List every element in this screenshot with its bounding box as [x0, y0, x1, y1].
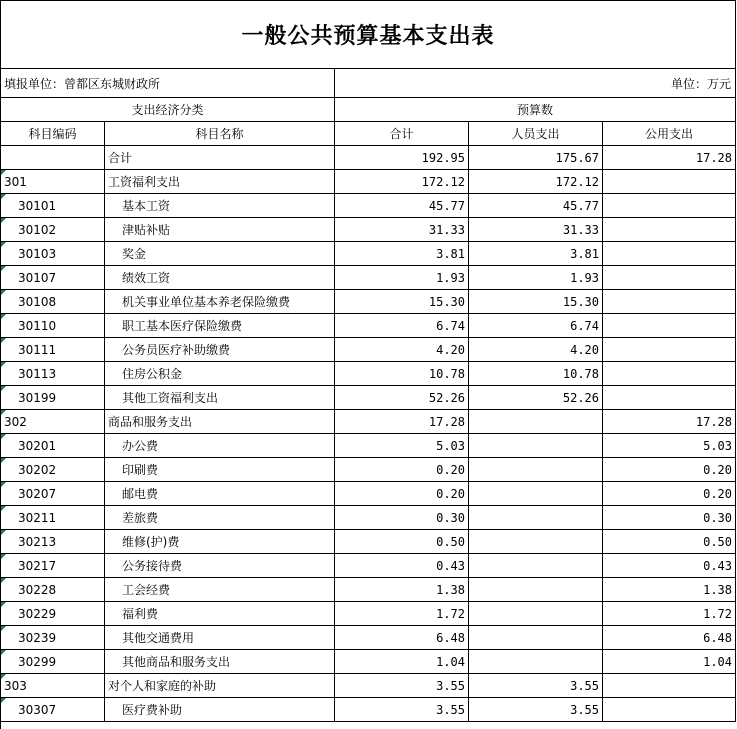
table-row [1, 194, 736, 218]
row-name: 福利费 [105, 602, 335, 625]
row-public: 0.50 [603, 530, 736, 553]
row-personnel [469, 554, 603, 577]
row-total: 10.78 [335, 362, 469, 385]
row-public [603, 218, 736, 241]
table-row [1, 554, 736, 578]
row-personnel: 3.55 [469, 674, 603, 697]
row-total: 15.30 [335, 290, 469, 313]
table-row [1, 650, 736, 674]
row-public [603, 170, 736, 193]
row-personnel: 3.81 [469, 242, 603, 265]
table-row [1, 146, 736, 170]
row-code: 30101 [1, 194, 105, 217]
row-public: 17.28 [603, 410, 736, 433]
row-total: 31.33 [335, 218, 469, 241]
row-name: 维修(护)费 [105, 530, 335, 553]
row-code: 302 [1, 410, 105, 433]
row-public: 1.72 [603, 602, 736, 625]
table-row [1, 530, 736, 554]
row-name: 邮电费 [105, 482, 335, 505]
table-row [1, 290, 736, 314]
row-code: 30211 [1, 506, 105, 529]
row-total: 3.55 [335, 698, 469, 721]
row-code: 30113 [1, 362, 105, 385]
table-body [1, 146, 736, 722]
row-total: 6.74 [335, 314, 469, 337]
row-code: 301 [1, 170, 105, 193]
row-total: 1.38 [335, 578, 469, 601]
row-public: 1.38 [603, 578, 736, 601]
table-row [1, 242, 736, 266]
row-personnel [469, 626, 603, 649]
row-name: 合计 [105, 146, 335, 169]
row-public: 1.04 [603, 650, 736, 673]
row-personnel: 6.74 [469, 314, 603, 337]
column-header-personnel: 人员支出 [469, 122, 603, 145]
row-code: 30229 [1, 602, 105, 625]
row-name: 差旅费 [105, 506, 335, 529]
budget-header: 预算数 [335, 98, 736, 121]
row-public [603, 266, 736, 289]
row-personnel [469, 482, 603, 505]
row-code: 30199 [1, 386, 105, 409]
row-name: 津贴补贴 [105, 218, 335, 241]
row-code: 30111 [1, 338, 105, 361]
row-code: 30107 [1, 266, 105, 289]
row-code: 30108 [1, 290, 105, 313]
row-name: 公务员医疗补助缴费 [105, 338, 335, 361]
row-code: 30228 [1, 578, 105, 601]
page-title: 一般公共预算基本支出表 [1, 1, 736, 69]
row-public: 0.20 [603, 482, 736, 505]
row-personnel [469, 434, 603, 457]
row-code: 30239 [1, 626, 105, 649]
row-public [603, 314, 736, 337]
row-code: 30207 [1, 482, 105, 505]
row-code: 30213 [1, 530, 105, 553]
filler-unit: 填报单位：曾都区东城财政所 [1, 69, 335, 97]
row-name: 机关事业单位基本养老保险缴费 [105, 290, 335, 313]
row-code: 303 [1, 674, 105, 697]
row-total: 45.77 [335, 194, 469, 217]
row-public [603, 698, 736, 721]
row-name: 绩效工资 [105, 266, 335, 289]
row-personnel: 52.26 [469, 386, 603, 409]
row-name: 公务接待费 [105, 554, 335, 577]
row-public [603, 290, 736, 313]
row-total: 1.93 [335, 266, 469, 289]
row-total: 6.48 [335, 626, 469, 649]
row-code: 30102 [1, 218, 105, 241]
table-row [1, 218, 736, 242]
row-public: 0.20 [603, 458, 736, 481]
row-total: 52.26 [335, 386, 469, 409]
column-header-code: 科目编码 [1, 122, 105, 145]
row-code: 30110 [1, 314, 105, 337]
row-public: 0.43 [603, 554, 736, 577]
row-personnel [469, 410, 603, 433]
row-name: 工资福利支出 [105, 170, 335, 193]
table-row [1, 458, 736, 482]
table-row [1, 266, 736, 290]
row-public: 0.30 [603, 506, 736, 529]
row-name: 基本工资 [105, 194, 335, 217]
row-public [603, 338, 736, 361]
table-row [1, 626, 736, 650]
row-code [1, 146, 105, 169]
row-code: 30217 [1, 554, 105, 577]
row-total: 3.81 [335, 242, 469, 265]
row-personnel: 1.93 [469, 266, 603, 289]
row-code: 30307 [1, 698, 105, 721]
row-total: 17.28 [335, 410, 469, 433]
row-personnel: 4.20 [469, 338, 603, 361]
row-name: 工会经费 [105, 578, 335, 601]
row-name: 其他工资福利支出 [105, 386, 335, 409]
row-personnel: 31.33 [469, 218, 603, 241]
row-total: 1.72 [335, 602, 469, 625]
row-personnel [469, 578, 603, 601]
row-personnel [469, 530, 603, 553]
row-name: 商品和服务支出 [105, 410, 335, 433]
row-public [603, 194, 736, 217]
row-personnel: 15.30 [469, 290, 603, 313]
column-header-name: 科目名称 [105, 122, 335, 145]
row-public [603, 362, 736, 385]
row-public [603, 386, 736, 409]
table-row [1, 362, 736, 386]
row-name: 其他交通费用 [105, 626, 335, 649]
row-total: 3.55 [335, 674, 469, 697]
row-personnel: 45.77 [469, 194, 603, 217]
table-row [1, 674, 736, 698]
row-code: 30299 [1, 650, 105, 673]
row-public [603, 242, 736, 265]
row-name: 住房公积金 [105, 362, 335, 385]
row-name: 奖金 [105, 242, 335, 265]
money-unit: 单位：万元 [335, 69, 736, 97]
row-personnel: 175.67 [469, 146, 603, 169]
row-public: 17.28 [603, 146, 736, 169]
unit-info-row [1, 69, 736, 98]
row-name: 办公费 [105, 434, 335, 457]
row-name: 其他商品和服务支出 [105, 650, 335, 673]
row-personnel [469, 602, 603, 625]
row-total: 0.20 [335, 482, 469, 505]
column-header-public: 公用支出 [603, 122, 736, 145]
row-public [603, 674, 736, 697]
row-total: 0.20 [335, 458, 469, 481]
row-total: 1.04 [335, 650, 469, 673]
row-code: 30202 [1, 458, 105, 481]
row-name: 印刷费 [105, 458, 335, 481]
row-total: 0.30 [335, 506, 469, 529]
table-row [1, 578, 736, 602]
row-name: 职工基本医疗保险缴费 [105, 314, 335, 337]
row-personnel [469, 650, 603, 673]
table-row [1, 338, 736, 362]
row-code: 30201 [1, 434, 105, 457]
table-row [1, 698, 736, 722]
row-name: 对个人和家庭的补助 [105, 674, 335, 697]
table-row [1, 506, 736, 530]
row-total: 172.12 [335, 170, 469, 193]
row-personnel: 10.78 [469, 362, 603, 385]
row-name: 医疗费补助 [105, 698, 335, 721]
row-total: 192.95 [335, 146, 469, 169]
column-header-total: 合计 [335, 122, 469, 145]
row-personnel [469, 506, 603, 529]
table-row [1, 410, 736, 434]
row-total: 0.43 [335, 554, 469, 577]
row-personnel [469, 458, 603, 481]
table-row [1, 386, 736, 410]
row-public: 5.03 [603, 434, 736, 457]
row-public: 6.48 [603, 626, 736, 649]
table-row [1, 482, 736, 506]
table-row [1, 602, 736, 626]
row-code: 30103 [1, 242, 105, 265]
row-total: 0.50 [335, 530, 469, 553]
economic-class-header: 支出经济分类 [1, 98, 335, 121]
row-personnel: 172.12 [469, 170, 603, 193]
column-header-row [1, 122, 736, 146]
row-personnel: 3.55 [469, 698, 603, 721]
row-total: 4.20 [335, 338, 469, 361]
row-total: 5.03 [335, 434, 469, 457]
table-row [1, 314, 736, 338]
table-row [1, 434, 736, 458]
group-header-row [1, 98, 736, 122]
table-row [1, 170, 736, 194]
